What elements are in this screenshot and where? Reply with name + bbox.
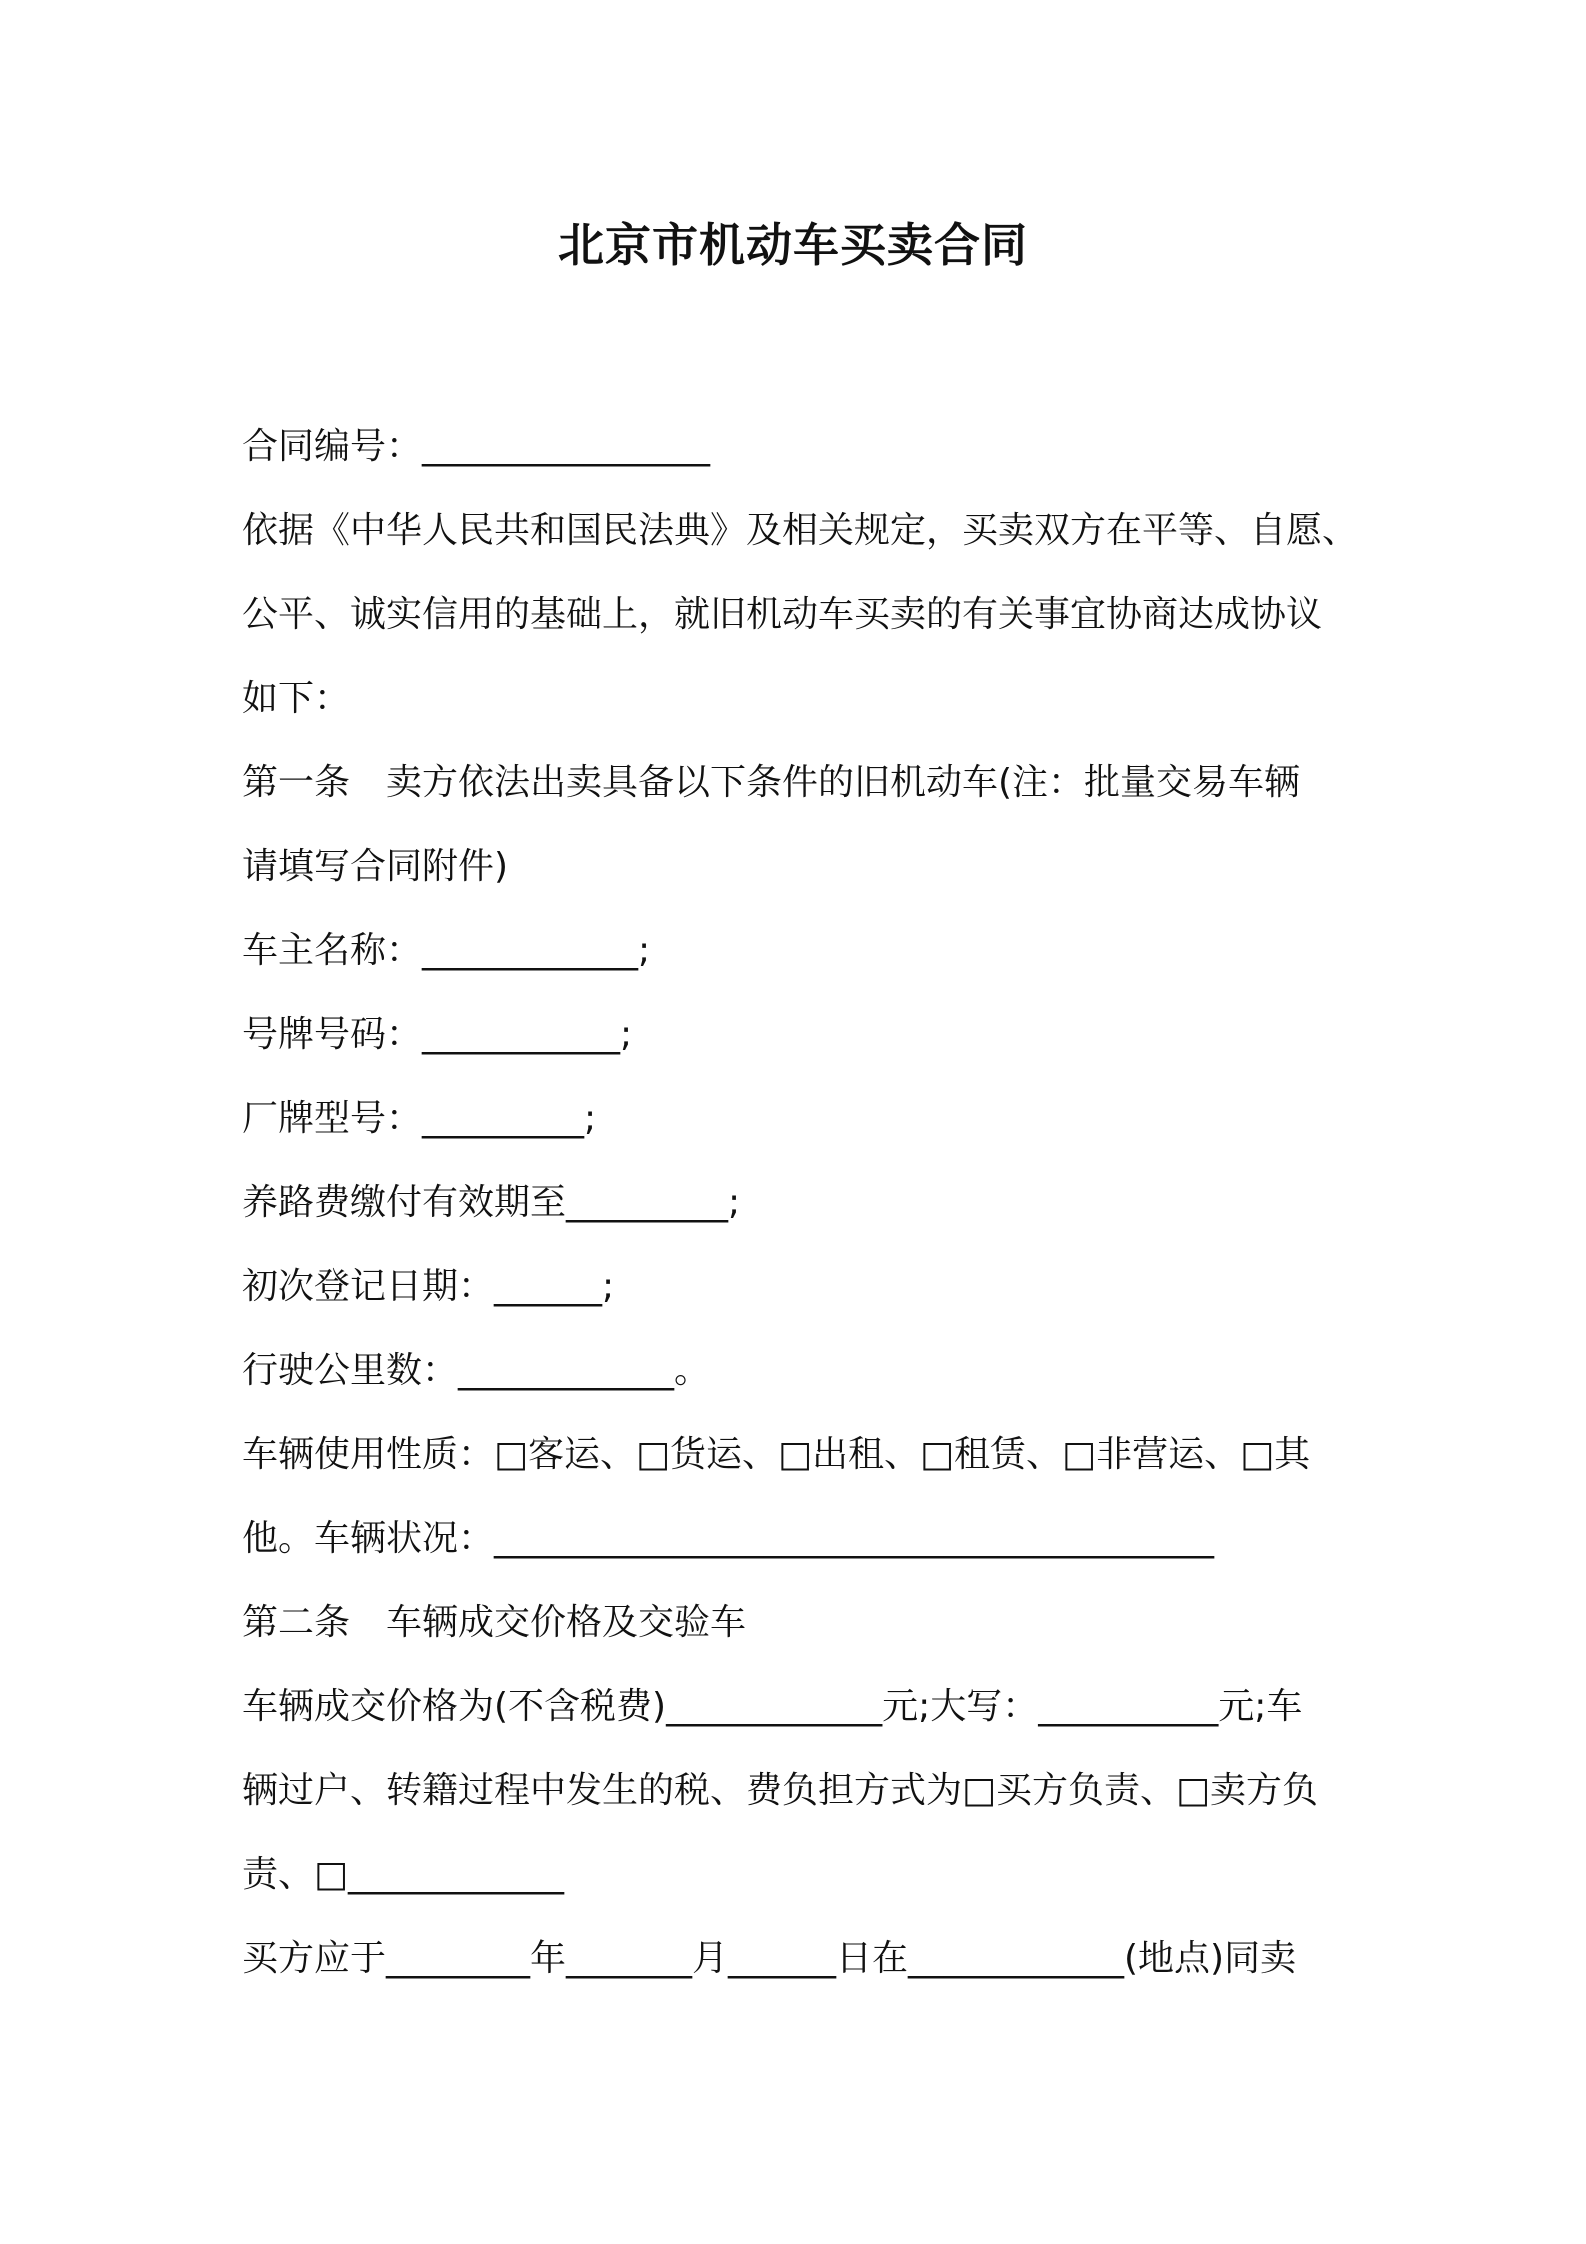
vehicle-condition-line: 他。车辆状况：________________________________________ <box>242 1518 1215 1559</box>
handover-line: 买方应于________年_______月______日在____________(地点)同卖 <box>242 1938 1297 1979</box>
road-fee-line: 养路费缴付有效期至_________; <box>242 1182 741 1223</box>
article-one-heading: 第一条 卖方依法出卖具备以下条件的旧机动车(注：批量交易车辆 <box>242 762 1301 803</box>
document-title: 北京市机动车买卖合同 <box>558 218 1028 272</box>
article-two-heading: 第二条 车辆成交价格及交验车 <box>242 1602 747 1643</box>
plate-number-line: 号牌号码：___________; <box>242 1014 633 1055</box>
tax-fee-line: 辆过户、转籍过程中发生的税、费负担方式为□买方负责、□卖方负 <box>242 1770 1319 1811</box>
article-one-note: 请填写合同附件) <box>242 846 509 887</box>
body-paragraph-line: 依据《中华人民共和国民法典》及相关规定，买卖双方在平等、自愿、 <box>242 510 1359 551</box>
mileage-line: 行驶公里数：____________。 <box>242 1350 711 1391</box>
document-body <box>242 405 1362 2001</box>
registration-date-line: 初次登记日期：______; <box>242 1266 615 1307</box>
body-paragraph-line: 如下： <box>242 678 351 719</box>
contract-number-line: 合同编号：________________ <box>242 426 711 467</box>
owner-name-line: 车主名称：____________; <box>242 930 651 971</box>
body-paragraph-line: 公平、诚实信用的基础上，就旧机动车买卖的有关事宜协商达成协议 <box>242 594 1323 635</box>
tax-fee-line-continued: 责、□____________ <box>242 1854 565 1895</box>
model-line: 厂牌型号：_________; <box>242 1098 597 1139</box>
price-line: 车辆成交价格为(不含税费)____________元;大写：__________元;车 <box>242 1686 1303 1727</box>
usage-type-line: 车辆使用性质：□客运、□货运、□出租、□租赁、□非营运、□其 <box>242 1434 1311 1475</box>
